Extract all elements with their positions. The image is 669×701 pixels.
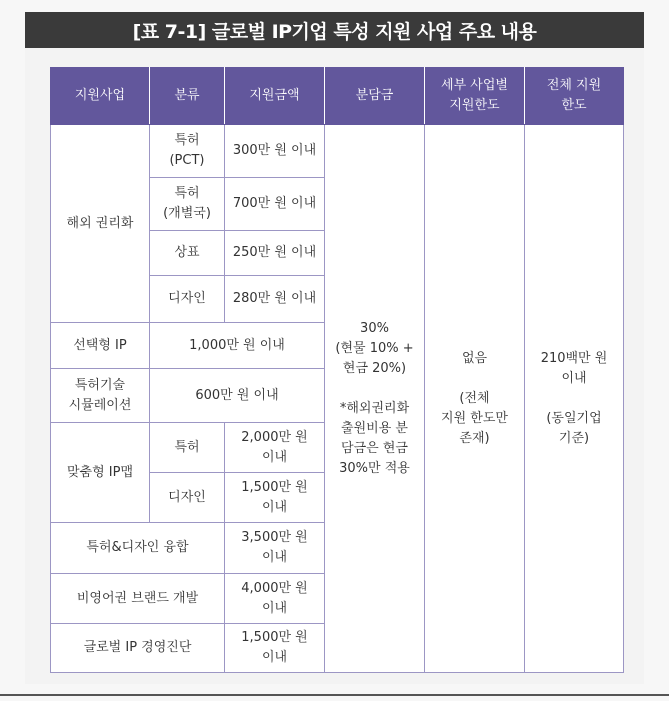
support-program-table	[50, 67, 624, 673]
amount-cell: 1,500만 원 이내	[225, 624, 325, 673]
category-cell: 상표	[150, 231, 225, 276]
amount-cell: 250만 원 이내	[225, 231, 325, 276]
total-limit-cell: 210백만 원 이내 (동일기업 기준)	[525, 125, 624, 673]
category-cell: 디자인	[150, 473, 225, 523]
program-cell: 해외 권리화	[51, 125, 150, 323]
amount-cell: 3,500만 원 이내	[225, 523, 325, 574]
program-cell: 특허기술 시뮬레이션	[51, 369, 150, 423]
program-cell: 맞춤형 IP맵	[51, 423, 150, 523]
amount-cell: 2,000만 원 이내	[225, 423, 325, 473]
bottom-divider	[0, 694, 669, 696]
category-cell: 디자인	[150, 276, 225, 323]
header-program: 지원사업	[51, 68, 150, 125]
amount-cell: 4,000만 원 이내	[225, 574, 325, 624]
header-detail-limit: 세부 사업별 지원한도	[425, 68, 525, 125]
amount-cell: 300만 원 이내	[225, 125, 325, 178]
program-cell: 특허&디자인 융합	[51, 523, 225, 574]
amount-cell: 600만 원 이내	[150, 369, 325, 423]
amount-cell: 280만 원 이내	[225, 276, 325, 323]
header-total-limit: 전체 지원 한도	[525, 68, 624, 125]
program-cell: 글로벌 IP 경영진단	[51, 624, 225, 673]
amount-cell: 1,500만 원 이내	[225, 473, 325, 523]
amount-cell: 1,000만 원 이내	[150, 323, 325, 369]
header-amount: 지원금액	[225, 68, 325, 125]
program-cell: 선택형 IP	[51, 323, 150, 369]
header-row	[51, 68, 624, 125]
amount-cell: 700만 원 이내	[225, 178, 325, 231]
category-cell: 특허 (PCT)	[150, 125, 225, 178]
share-cell: 30% (현물 10% + 현금 20%) *해외권리화 출원비용 분 담금은 현금 30%만 적용	[325, 125, 425, 673]
table-title	[25, 12, 644, 48]
category-cell: 특허 (개별국)	[150, 178, 225, 231]
category-cell: 특허	[150, 423, 225, 473]
table-title-text: [표 7-1] 글로벌 IP기업 특성 지원 사업 주요 내용	[132, 20, 537, 43]
header-share: 분담금	[325, 68, 425, 125]
program-cell: 비영어권 브랜드 개발	[51, 574, 225, 624]
header-category: 분류	[150, 68, 225, 125]
table-row	[51, 125, 624, 178]
detail-limit-cell: 없음 (전체 지원 한도만 존재)	[425, 125, 525, 673]
